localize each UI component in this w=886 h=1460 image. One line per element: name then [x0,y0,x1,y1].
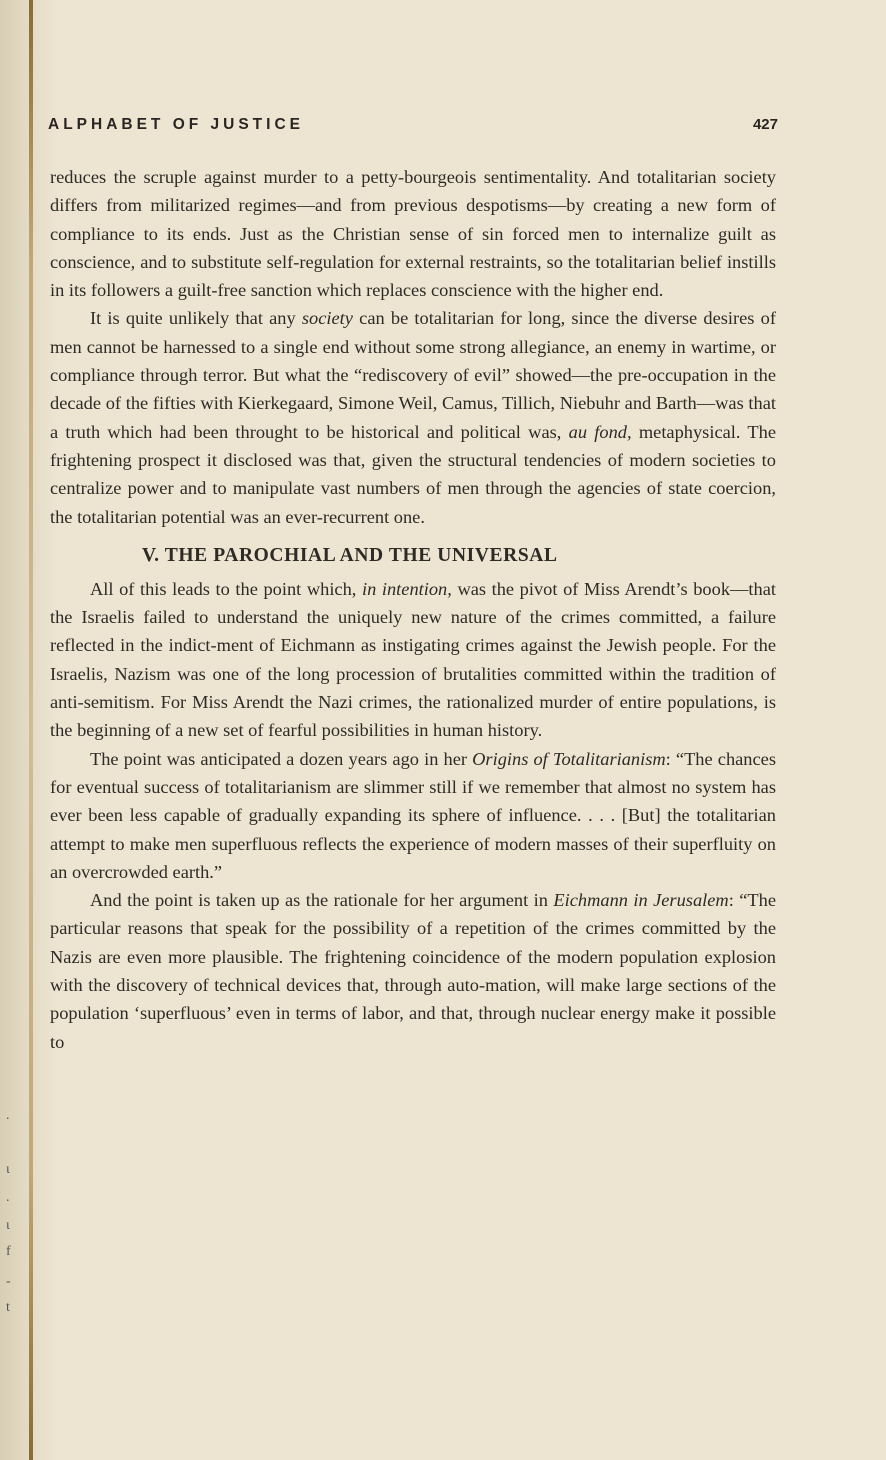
text-run: was the pivot of Miss Arendt’s book—that the Israelis failed to understand the uniquely new nature of the crimes committed, a failure reflected in the indict-ment of Eichmann as instigating crimes against the Jewish people. For the Israelis, Nazism was one of the long procession of brutalities committed within the tradition of anti-semitism. For Miss Arendt the Nazi crimes, the rationalized murder of entire populations, is the beginning of a new set of fearful possibilities in human history. [50,578,776,741]
binding-edge [29,0,33,1460]
margin-mark: . [6,1190,10,1205]
margin-mark: . [6,1108,10,1123]
text-run: The point was anticipated a dozen years ago in her [90,748,473,769]
paragraph-4 [50,745,776,886]
page-number: 427 [752,116,778,133]
text-run: metaphysical. The frightening prospect it disclosed was that, given the structural tendencies of modern societies to centralize power and to manipulate vast numbers of men through the agencies of state coercion, the totalitarian potential was an ever-recurrent one. [50,421,776,527]
italic-text: in intention, [361,578,452,599]
margin-mark: f [6,1244,11,1259]
margin-mark: t [6,1300,10,1315]
paragraph-1: reduces the scruple against murder to a petty-bourgeois sentimentality. And totalitarian society differs from militarized regimes—and from previous despotisms—by creating a new form of compliance to its ends. Just as the Christian sense of sin forced men to internalize guilt as conscience, and to substitute self-regulation for external restraints, so the totalitarian belief instills in its followers a guilt-free sanction which replaces conscience with the higher end. [50,167,776,301]
text-run: : “The particular reasons that speak for the possibility of a repetition of the crimes committed by the Nazis are even more plausible. The frightening coincidence of the modern population explosion with the discovery of technical devices that, through auto-mation, will make large sections of the population ‘superfluous’ even in terms of labor, and that, through nuclear energy make it possible to [50,890,776,1052]
body-text [50,163,776,1056]
page-header [48,114,778,140]
text-run: can be totalitarian for long, since the diverse desires of men cannot be harnessed to a single end without some strong allegiance, an enemy in wartime, or compliance through terror. But what the “rediscovery of evil” showed—the pre-occupation in the decade of the fifties with Kierkegaard, Simone Weil, Camus, Tillich, Niebuhr and Barth—was that a truth which had been throught to be historical and political was, [50,308,776,442]
text-run: : “The chances for eventual success of totalitarianism are slimmer still if we remember that almost no system has ever been less capable of gradually expanding its sphere of influence. . . . [But] the totalitarian attempt to make men superfluous reflects the experience of modern masses of their superfluity on an overcrowded earth.” [50,748,776,882]
paragraph-5 [50,886,776,1056]
running-title: ALPHABET OF JUSTICE [48,116,304,133]
margin-mark: - [6,1274,11,1289]
italic-text: Eichmann in Jerusalem [553,890,729,911]
text-run: All of this leads to the point which, [90,578,362,599]
text-run: And the point is taken up as the rationale for her argument in [90,890,554,911]
section-heading: V. THE PAROCHIAL AND THE UNIVERSAL [142,544,558,566]
italic-text: au fond, [568,421,632,442]
italic-text: society [301,308,353,329]
italic-text: Origins of Totalitarianism [472,748,666,769]
paragraph-2 [50,304,776,530]
margin-mark: ι [6,1162,10,1177]
paragraph-3 [50,575,776,745]
margin-mark: ι [6,1218,10,1233]
text-run: It is quite unlikely that any [90,308,302,329]
